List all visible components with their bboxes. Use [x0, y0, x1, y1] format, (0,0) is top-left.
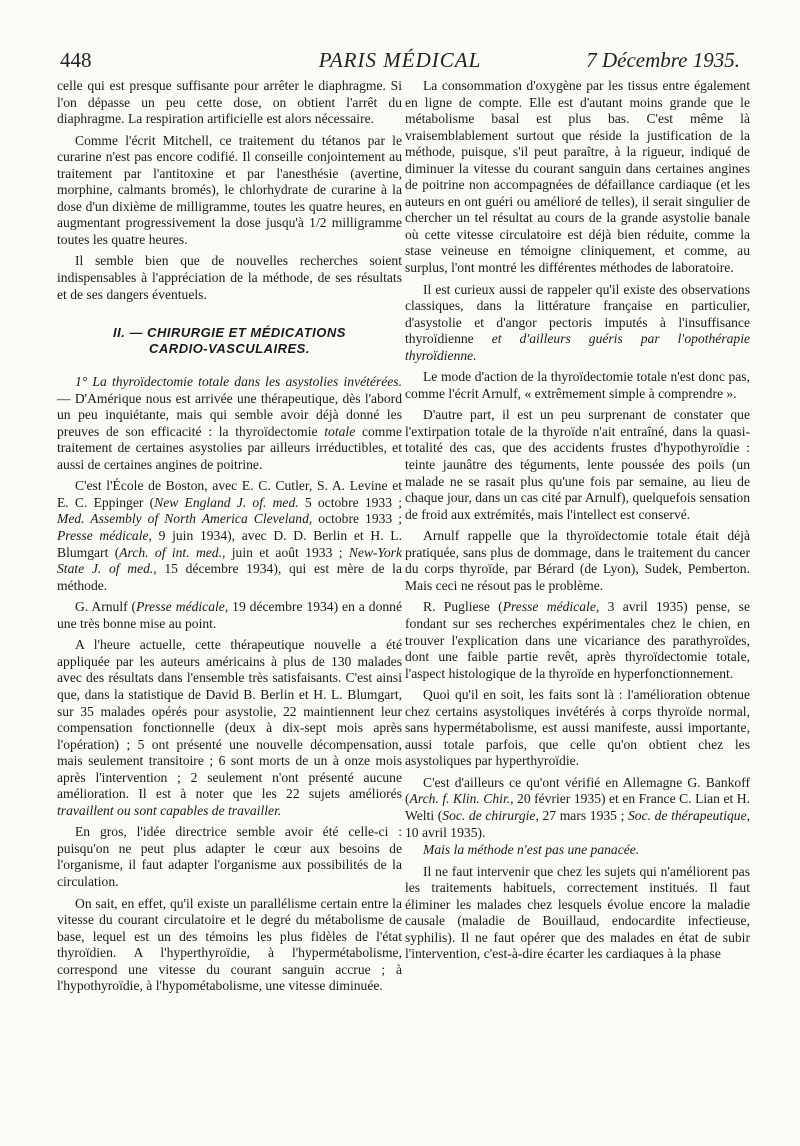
paragraph: En gros, l'idée directrice semble avoir été celle-ci : puisqu'on ne peut plus adapter le cœur aux besoins de l'organisme, il faut adapter l'organisme aux possibilités de la circulation. [57, 824, 402, 889]
subsection-heading: 1° La thyroïdectomie totale dans les asystolies invétérées. [75, 374, 402, 390]
paragraph: Il ne faut intervenir que chez les sujets qui n'améliorent pas les traitements habituels, correctement institués. Il faut éliminer les malades chez lesquels évolue encore la maladie causale (maladie de Bouillaud, endocardite infectieuse, syphilis). Il ne faut opérer que des malades en état de subir l'intervention, c'est-à-dire écarter les cardiaques à la phase [405, 863, 750, 962]
left-column [57, 78, 402, 1000]
citation: Soc. de chirurgie, [442, 807, 539, 823]
paragraph: Il est curieux aussi de rappeler qu'il existe des observations classiques, dans la littérature française en particulier, d'asystolie et d'angor pectoris imputés à l'insuffisance thyroïdienne et d'ailleurs guéris par l'opothérapie thyroïdienne. [405, 281, 751, 363]
paragraph: 1° La thyroïdectomie totale dans les asystolies invétérées. — D'Amérique nous est arrivée une thérapeutique, dès l'abord un peu inquiétante, mais qui semble avoir déjà donné les preuves de son efficacité : la thyroïdectomie totale comme traitement de certaines asystolies par ailleurs irréductibles, et aussi de certaines angines de poitrine. [57, 374, 402, 472]
journal-title: PARIS MÉDICAL [318, 48, 482, 72]
citation: Med. Assembly of North America Cleveland, [57, 511, 313, 527]
citation: Presse médicale, [136, 599, 229, 615]
citation: New-York State J. of med., [57, 544, 402, 577]
paragraph: celle qui est presque suffisante pour arrêter le diaphragme. Si l'on dépasse un peu cette dose, on obtient l'arrêt du diaphragme. La respiration artificielle est alors nécessaire. [57, 78, 402, 127]
paragraph: Arnulf rappelle que la thyroïdectomie totale était déjà pratiquée, sans plus de dommage, dans le traitement du cancer du corps thyroïde, par Bérard (de Lyon), Sudek, Pemberton. Mais ceci ne résout pas le problème. [405, 528, 750, 593]
paragraph: D'autre part, il est un peu surprenant de constater que l'extirpation totale de la thyroïde n'ait entraîné, dans la quasi-totalité des cas, que des accidents frustes d'hypothyroïdie : teinte jaunâtre des téguments, lente poussée des poils (un malade ne se rasait plus qu'une fois par semaine, au lieu de chaque jour, dans un cas cité par Arnulf), quelquefois sensation de froid aux extrémités, mais l'intellect est conservé. [405, 407, 750, 522]
paragraph: La consommation d'oxygène par les tissus entre également en ligne de compte. Elle est d'autant moins grande que le métabolisme basal est plus bas. C'est même là vraisemblablement surtout que réside la justification de la méthode, puisque, s'il peut paraître, à la rigueur, indiqué de diminuer la vitesse du courant sanguin dans certaines angines de poitrine non accompagnées de défaillance cardiaque (et les auteurs en ont guéri ou amélioré de telles), il serait singulier de chercher un tel résultat au cours de la grande asystolie banale où cette vitesse circulatoire est déjà bien réduite, comme la stase veineuse en témoigne cliniquement, et comme, au surplus, l'ont montré les différentes méthodes de laboratoire. [405, 78, 750, 276]
paragraph: Quoi qu'il en soit, les faits sont là : l'amélioration obtenue chez certains asystoliques invétérés à corps thyroïde normal, sans hypermétabolisme, est aussi manifeste, aussi importante, aussi totale parfois, que celle qu'on obtient chez les asystoliques par hyperthyroïdie. [405, 687, 750, 769]
citation: Arch. of int. med., [119, 544, 226, 560]
paragraph: C'est l'École de Boston, avec E. C. Cutler, S. A. Levine et E. C. Eppinger (New England J. of. med. 5 octobre 1933 ; Med. Assembly of North America Cleveland, octobre 1933 ; Presse médicale, 9 juin 1934), avec D. D. Berlin et H. L. Blumgart (Arch. of int. med., juin et août 1933 ; New-York State J. of med., 15 décembre 1934), qui est mère de la méthode. [57, 478, 403, 593]
page-header [60, 44, 740, 80]
paragraph: G. Arnulf (Presse médicale, 19 décembre 1934) en a donné une très bonne mise au point. [57, 599, 402, 631]
paragraph: R. Pugliese (Presse médicale, 3 avril 1935) pense, se fondant sur ses recherches expérimentales chez le chien, en trouver l'explication dans une vicariance des parathyroïdes, dont une faible partie revêt, après thyroïdectomie totale, l'aspect histologique de la thyroïde en hyperfonctionnement. [405, 599, 750, 681]
page-number: 448 [60, 48, 92, 72]
issue-date: 7 Décembre 1935. [586, 48, 740, 72]
citation: Presse médicale, [57, 528, 152, 544]
section-title-line: CARDIO-VASCULAIRES. [149, 341, 310, 357]
citation: Presse médicale, [502, 599, 600, 615]
paragraph: Il semble bien que de nouvelles recherches soient indispensables à l'appréciation de la méthode, de ses résultats et de ses dangers éventuels. [57, 253, 402, 302]
paragraph: A l'heure actuelle, cette thérapeutique nouvelle a été appliquée par les auteurs américains à plus de 130 malades avec des résultats dans l'ensemble très satisfaisants. C'est ainsi que, dans la statistique de David B. Berlin et H. L. Blumgart, sur 35 malades opérés pour asystolie, 22 maintiennent leur compensation fonctionnelle (deux à dix-sept mois après l'opération) ; 5 ont présenté une nouvelle décompensation, mais seulement transitoire ; 6 sont morts de un à onze mois après l'intervention ; 2 seulement n'ont présenté aucune amélioration. Il est à noter que les 22 sujets améliorés travaillent ou sont capables de travailler. [57, 637, 402, 818]
section-title-line: II. — CHIRURGIE ET MÉDICATIONS [113, 325, 346, 341]
citation: New England J. of. med. [154, 494, 299, 510]
paragraph: C'est d'ailleurs ce qu'ont vérifié en Allemagne G. Bankoff (Arch. f. Klin. Chir., 20 février 1935) et en France C. Lian et H. Welti (Soc. de chirurgie, 27 mars 1935 ; Soc. de thérapeutique, 10 avril 1935). [405, 774, 751, 840]
paragraph: Mais la méthode n'est pas une panacée. [423, 842, 640, 858]
paragraph: Comme l'écrit Mitchell, ce traitement du tétanos par le curarine n'est pas encore codifié. Il conseille conjointement au traitement par l'antitoxine et par l'anesthésie (avertine, morphine, calmants bromés), le chlorhydrate de curarine à la dose d'un dixième de milligramme, toutes les quatre heures, en augmentant progressivement la dose jusqu'à 1/2 milligramme toutes les quatre heures. [57, 132, 402, 247]
paragraph: Le mode d'action de la thyroïdectomie totale n'est donc pas, comme l'écrit Arnulf, « extrêmement simple à comprendre ». [405, 369, 750, 401]
citation: Soc. de thérapeutique, [628, 807, 751, 823]
citation: Arch. f. Klin. Chir., [409, 791, 514, 807]
right-column [405, 78, 750, 968]
paragraph: On sait, en effet, qu'il existe un parallélisme certain entre la vitesse du courant circulatoire et le degré du métabolisme de base, lequel est un des témoins les plus fidèles de l'état thyroïdien. A l'hyperthyroïdie, à l'hypermétabolisme, correspond une vitesse du courant sanguin accrue ; à l'hypothyroïdie, à l'hypométabolisme, une vitesse diminuée. [57, 895, 402, 994]
section-title [57, 325, 402, 357]
